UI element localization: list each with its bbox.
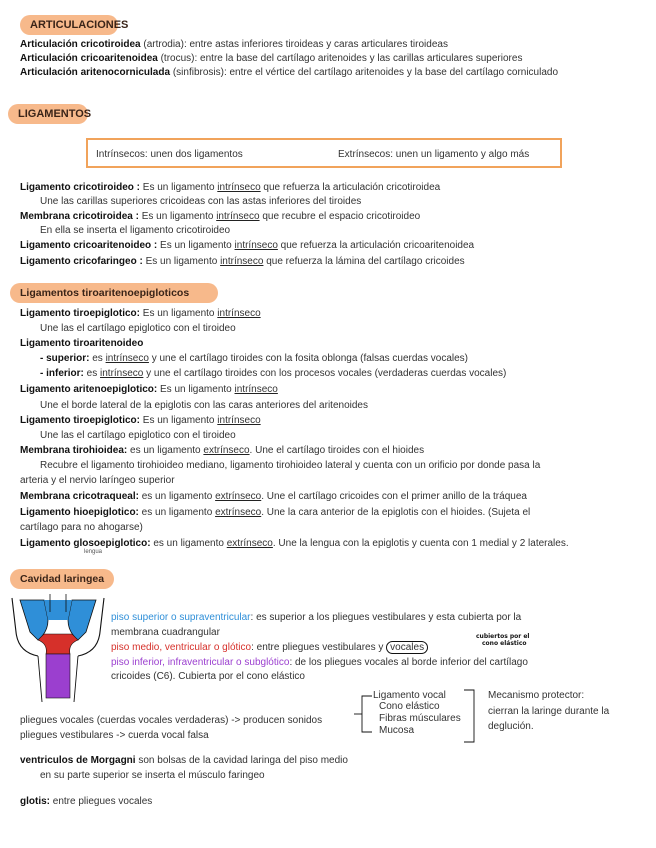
cubiertos-note: cubiertos por el cono elástico (476, 633, 530, 647)
ligamento-cricotiroideo-sub: Une las carillas superiores cricoideas con las astas inferiores del tiroides (40, 196, 362, 207)
pliegues-vestibulares: pliegues vestibulares -> cuerda vocal falsa (20, 730, 209, 741)
pliegues-vocales-sonidos: pliegues vocales (cuerdas vocales verdaderas) -> producen sonidos (20, 715, 323, 726)
term: Articulación cricotiroidea (20, 39, 141, 50)
tiroaritenoideo-inferior: - inferior: es intrínseco y une el cartílago tiroides con los procesos vocales (verdaderas cuerdas vocales) (40, 368, 507, 379)
component-fibras-musculares: Fibras músculares (379, 713, 461, 724)
term: Articulación cricoaritenoidea (20, 53, 158, 64)
section-articulaciones: ARTICULACIONES (20, 15, 118, 35)
membrana-tirohioidea-sub2: arteria y el nervio laríngeo superior (20, 475, 175, 486)
vocales-circled: vocales (386, 641, 428, 654)
term: Articulación aritenocorniculada (20, 67, 171, 78)
component-ligamento-vocal: Ligamento vocal (373, 690, 446, 701)
ventriculos-morgagni: ventriculos de Morgagni son bolsas de la cavidad laringa del piso medio (20, 755, 348, 766)
piso-inferior: piso inferior, infraventricular o subglótico: de los pliegues vocales al borde inferior del cartílago (111, 657, 528, 668)
section-ligamentos: LIGAMENTOS (8, 104, 88, 124)
lengua-note: lengua (84, 549, 103, 555)
articulacion-3: Articulación aritenocorniculada (sinfibrosis): entre el vértice del cartílago aritenoides y la base del cartílago corniculado (20, 67, 559, 78)
piso-superior-line2: membrana cuadrangular (111, 627, 220, 638)
ventriculos-morgagni-sub: en su parte superior se inserta el músculo faringeo (40, 770, 265, 781)
mecanismo-line1: Mecanismo protector: (488, 690, 585, 701)
piso-superior: piso superior o supraventricular: es superior a los pliegues vestibulares y esta cubierta por la (111, 612, 522, 623)
membrana-tirohioidea: Membrana tirohioidea: es un ligamento extrínseco. Une el cartílago tiroides con el hioides (20, 445, 425, 456)
ligamento-hioepiglotico: Ligamento hioepiglotico: es un ligamento extrínseco. Une la cara anterior de la epiglotis con el hioides. (Sujeta el (20, 507, 531, 518)
section-tiroaritenoepigloticos: Ligamentos tiroaritenoepigloticos (10, 283, 218, 303)
membrana-cricotiroidea-sub: En ella se inserta el ligamento cricotiroideo (40, 225, 231, 236)
mecanismo-line3: deglución. (488, 721, 534, 732)
ligamento-tiroepiglotico-sub: Une las el cartílago epiglotico con el tiroideo (40, 323, 236, 334)
ligamento-tiroepiglotico-2: Ligamento tiroepiglotico: Es un ligamento intrínseco (20, 415, 261, 426)
ligamento-cricotiroideo: Ligamento cricotiroideo : Es un ligamento intrínseco que refuerza la articulación cricotiroidea (20, 182, 441, 193)
ligamento-aritenoepiglotico-sub: Une el borde lateral de la epiglotis con las caras anteriores del aritenoides (40, 400, 368, 411)
component-cono-elastico: Cono elástico (379, 701, 440, 712)
ligamento-tiroaritenoideo: Ligamento tiroaritenoideo (20, 338, 144, 349)
definitions-box (86, 138, 562, 168)
piso-medio: piso medio, ventricular o glótico: entre pliegues vestibulares y vocales (111, 641, 428, 654)
ligamento-cricofaringeo: Ligamento cricofaringeo : Es un ligamento intrínseco que refuerza la lámina del cartílago cricoides (20, 256, 465, 267)
piso-inferior-line2: cricoides (C6). Cubierta por el cono elástico (111, 671, 305, 682)
ligamento-tiroepiglotico: Ligamento tiroepiglotico: Es un ligamento intrínseco (20, 308, 261, 319)
ligamento-aritenoepiglotico: Ligamento aritenoepiglotico: Es un ligamento intrínseco (20, 384, 278, 395)
articulacion-2: Articulación cricoaritenoidea (trocus): entre la base del cartílago aritenoides y las carillas articulares superiores (20, 53, 523, 64)
membrana-tirohioidea-sub1: Recubre el ligamento tirohioideo mediano, ligamento tirohioideo lateral y cuenta con un orificio por donde pasa la (40, 460, 541, 471)
ligamento-cricoaritenoideo: Ligamento cricoaritenoideo : Es un ligamento intrínseco que refuerza la articulación cricoaritenoidea (20, 240, 475, 251)
ligamento-tiroepiglotico-2-sub: Une las el cartílago epiglotico con el tiroideo (40, 430, 236, 441)
glotis: glotis: entre pliegues vocales (20, 796, 153, 807)
intrinsecos-definition: Intrínsecos: unen dos ligamentos (96, 149, 243, 160)
extrinsecos-definition: Extrínsecos: unen un ligamento y algo más (338, 149, 530, 160)
ligamento-glosoepiglotico: Ligamento glosoepiglotico: es un ligamento extrínseco. Une la lengua con la epiglotis y cuenta con 1 medial y 2 laterales. (20, 538, 569, 549)
membrana-cricotiroidea: Membrana cricotiroidea : Es un ligamento intrínseco que recubre el espacio cricotiroideo (20, 211, 421, 222)
component-mucosa: Mucosa (379, 725, 415, 736)
tiroaritenoideo-superior: - superior: es intrínseco y une el cartílago tiroides con la fosita oblonga (falsas cuerdas vocales) (40, 353, 468, 364)
mecanismo-line2: cierran la laringe durante la (488, 706, 610, 717)
larynx-diagram (8, 592, 108, 704)
articulacion-1: Articulación cricotiroidea (artrodia): entre astas inferiores tiroideas y caras articulares tiroideas (20, 39, 448, 50)
section-cavidad-laringea: Cavidad laringea (10, 569, 114, 589)
membrana-cricotraqueal: Membrana cricotraqueal: es un ligamento extrínseco. Une el cartílago cricoides con el primer anillo de la tráquea (20, 491, 527, 502)
ligamento-hioepiglotico-sub: cartílago para no ahogarse) (20, 522, 143, 533)
